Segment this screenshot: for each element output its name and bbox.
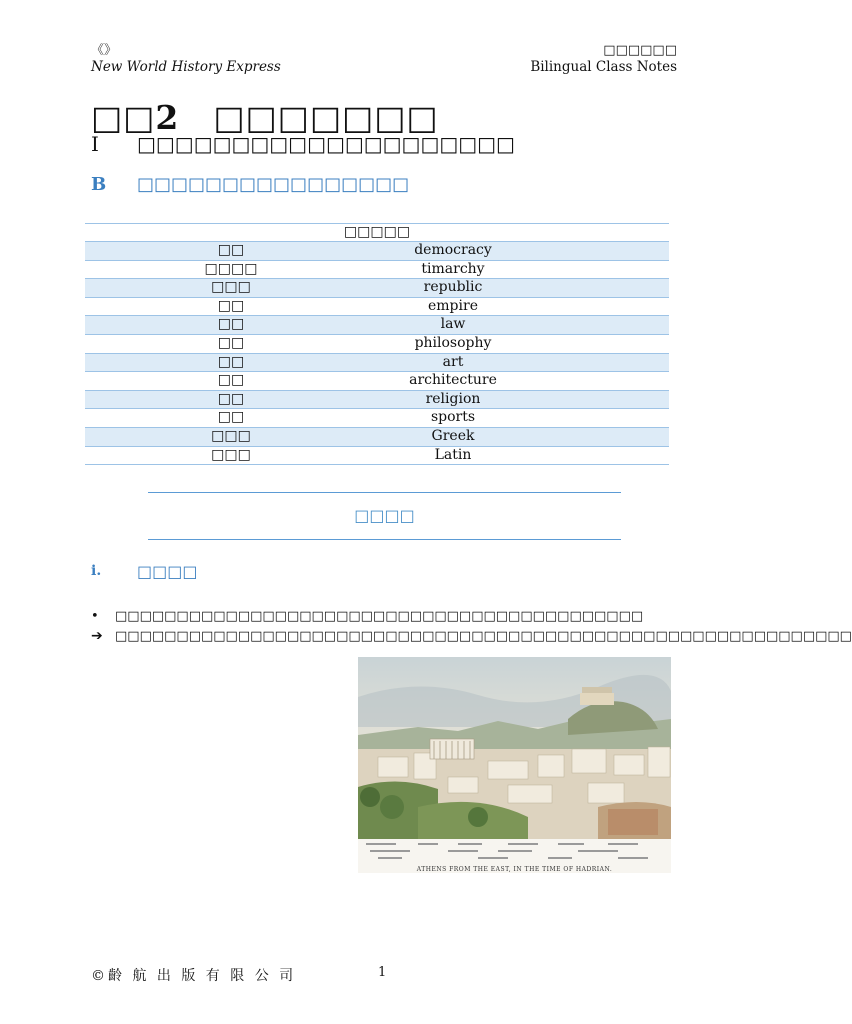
term-english: empire [428, 297, 478, 314]
term-chinese: □□ [85, 334, 377, 353]
term-english: philosophy [414, 334, 492, 351]
table-row [85, 372, 669, 391]
bullet-icon: • [91, 609, 99, 624]
athens-illustration-svg [358, 657, 671, 873]
term-chinese: □□□□ [85, 260, 377, 279]
bullet-text: □□□□□□□□□□□□□□□□□□□□□□□□□□□□□□□□□□□□□□□□□□□ [115, 609, 644, 624]
subsection-heading: □□□□□□□□□□□□□□□□ [137, 174, 410, 195]
table-row [85, 353, 669, 372]
header-right [530, 43, 677, 75]
notes-label: Bilingual Class Notes [530, 59, 677, 75]
term-english: Greek [431, 427, 475, 444]
table-row [85, 297, 669, 316]
footer-publisher: ©齡 航 出 版 有 限 公 司 [91, 968, 297, 984]
table-row [85, 316, 669, 335]
term-chinese: □□ [85, 372, 377, 391]
table-row [85, 409, 669, 428]
chapter-title: □□2 □□□□□□□ [91, 98, 439, 137]
table-row [85, 260, 669, 279]
term-english: sports [430, 409, 476, 426]
term-chinese: □□ [85, 297, 377, 316]
item-heading: □□□□ [137, 562, 198, 581]
term-english: art [442, 353, 464, 370]
term-chinese: □□ [85, 353, 377, 372]
item-number: i. [91, 563, 102, 579]
term-english: religion [425, 390, 481, 407]
table-row [85, 242, 669, 261]
image-caption: ATHENS FROM THE EAST, IN THE TIME OF HADRIAN. [416, 866, 613, 873]
table-row [85, 446, 669, 465]
term-chinese: □□ [85, 390, 377, 409]
term-chinese: □□□ [85, 427, 377, 446]
table-row [85, 390, 669, 409]
table-row [85, 427, 669, 446]
arrow-text: □□□□□□□□□□□□□□□□□□□□□□□□□□□□□□□□□□□□□□□□□□□□□□□□□□□□□□□□□□□□ [115, 629, 852, 644]
term-chinese: □□□ [85, 446, 377, 465]
header-right-zh: □□□□□□ [603, 43, 677, 58]
vocabulary-table [85, 223, 669, 465]
term-chinese: □□ [85, 316, 377, 335]
term-english: architecture [409, 372, 497, 389]
section-heading: □□□□□□□□□□□□□□□□□□□□ [137, 132, 515, 156]
term-english: republic [423, 279, 483, 296]
term-chinese: □□□ [85, 279, 377, 298]
table-row [85, 279, 669, 298]
term-chinese: □□ [85, 242, 377, 261]
table-row [85, 334, 669, 353]
subsection-letter: B [91, 174, 107, 195]
term-chinese: □□ [85, 409, 377, 428]
athens-illustration [358, 657, 671, 873]
box-title: □□□□ [354, 506, 415, 525]
content-box [148, 492, 621, 540]
header-left-marks: 《》 [91, 43, 118, 58]
header-left [91, 43, 281, 75]
section-number: I [91, 132, 99, 156]
table-caption: □□□□□ [85, 223, 669, 241]
term-english: democracy [414, 242, 492, 258]
page-number: 1 [378, 965, 387, 980]
term-english: timarchy [421, 260, 485, 277]
term-english: law [440, 316, 466, 333]
arrow-right-icon: ➔ [91, 628, 103, 644]
series-title: New World History Express [91, 59, 281, 75]
term-english: Latin [434, 446, 472, 463]
